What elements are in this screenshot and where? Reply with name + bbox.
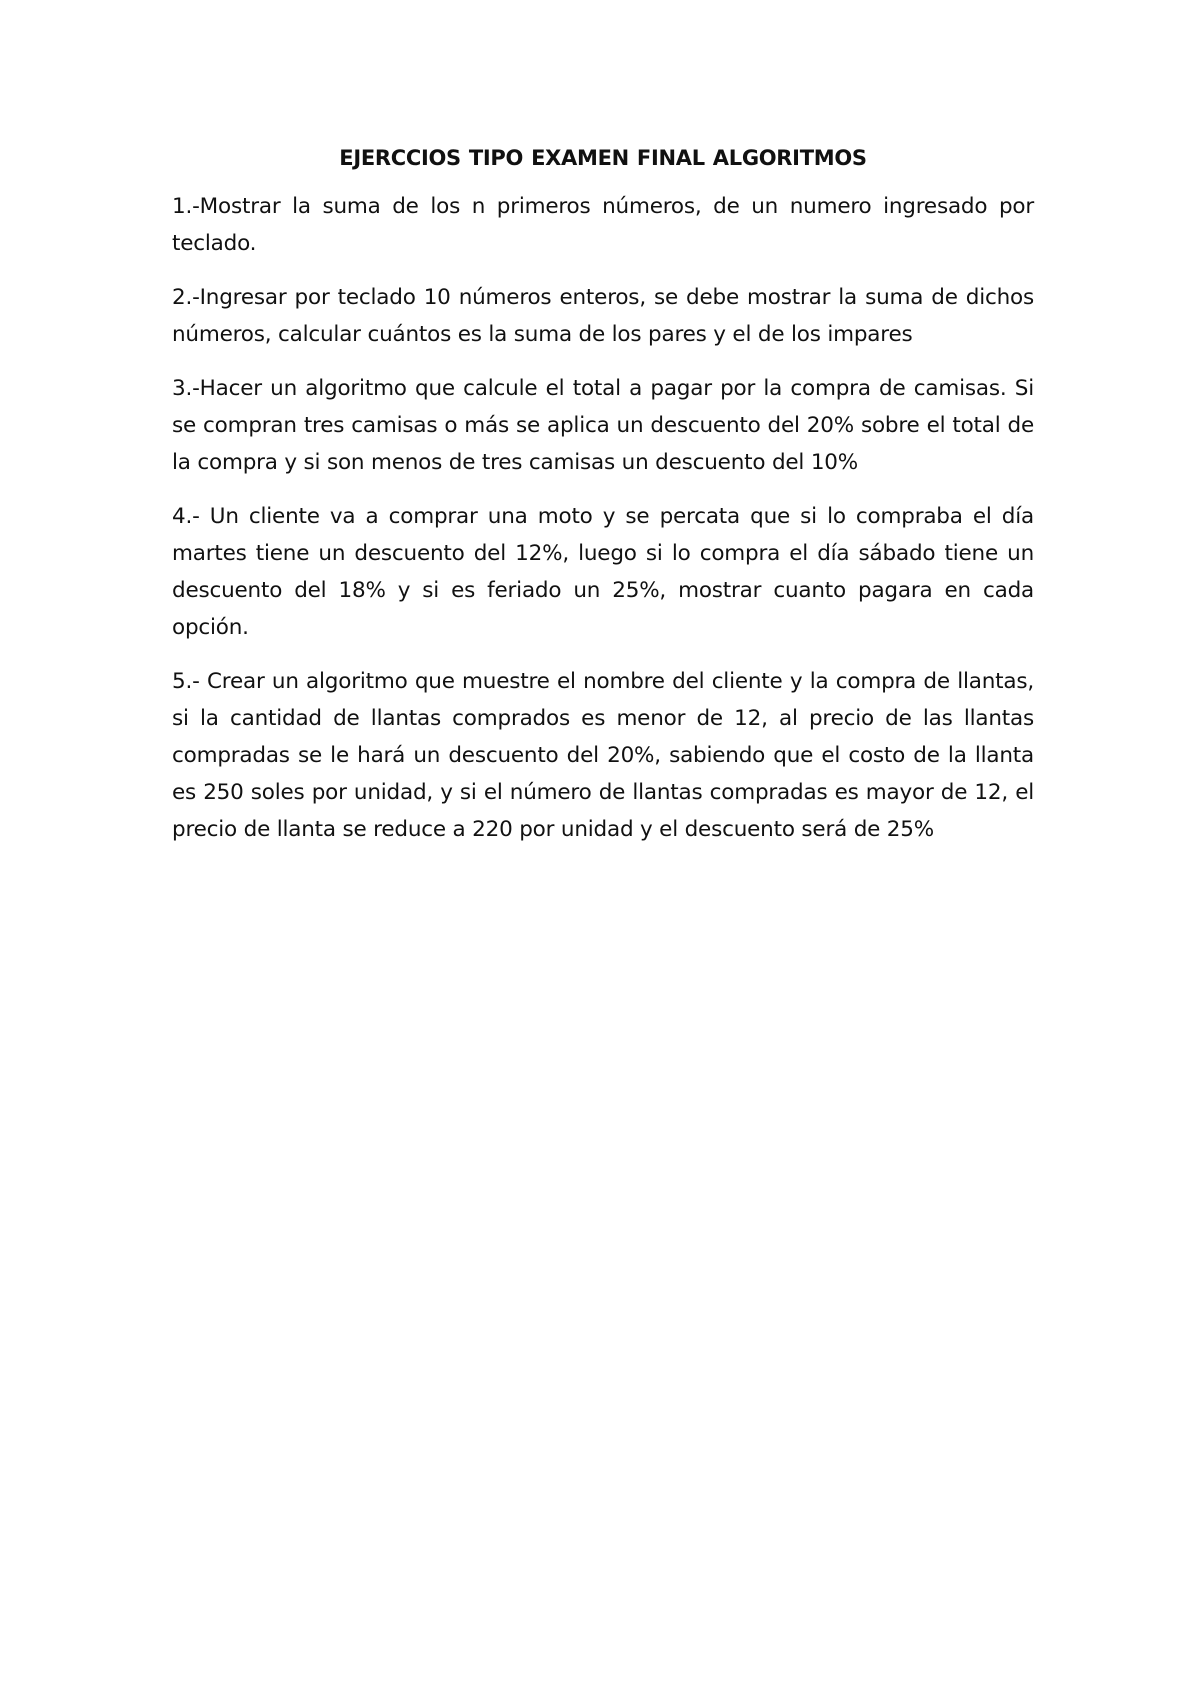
exercise-4: 4.- Un cliente va a comprar una moto y se percata que si lo compraba el día martes tiene un descuento del 12%, luego si lo compra el día sábado tiene un descuento del 18% y si es feriado un 25%, mostrar cuanto pagara en cada opción. [172, 504, 1034, 640]
exercise-5: 5.- Crear un algoritmo que muestre el nombre del cliente y la compra de llantas, si la cantidad de llantas comprados es menor de 12, al precio de las llantas compradas se le hará un descuento del 20%, sabiendo que el costo de la llanta es 250 soles por unidad, y si el número de llantas compradas es mayor de 12, el precio de llanta se reduce a 220 por unidad y el descuento será de 25% [172, 669, 1034, 842]
exercise-1: 1.-Mostrar la suma de los n primeros números, de un numero ingresado por teclado. [172, 194, 1034, 256]
exercise-2: 2.-Ingresar por teclado 10 números enteros, se debe mostrar la suma de dichos números, calcular cuántos es la suma de los pares y el de los impares [172, 285, 1034, 347]
exercise-3: 3.-Hacer un algoritmo que calcule el total a pagar por la compra de camisas. Si se compran tres camisas o más se aplica un descuento del 20% sobre el total de la compra y si son menos de tres camisas un descuento del 10% [172, 376, 1034, 475]
document-title: EJERCCIOS TIPO EXAMEN FINAL ALGORITMOS [339, 146, 867, 170]
document-content [172, 144, 1034, 865]
